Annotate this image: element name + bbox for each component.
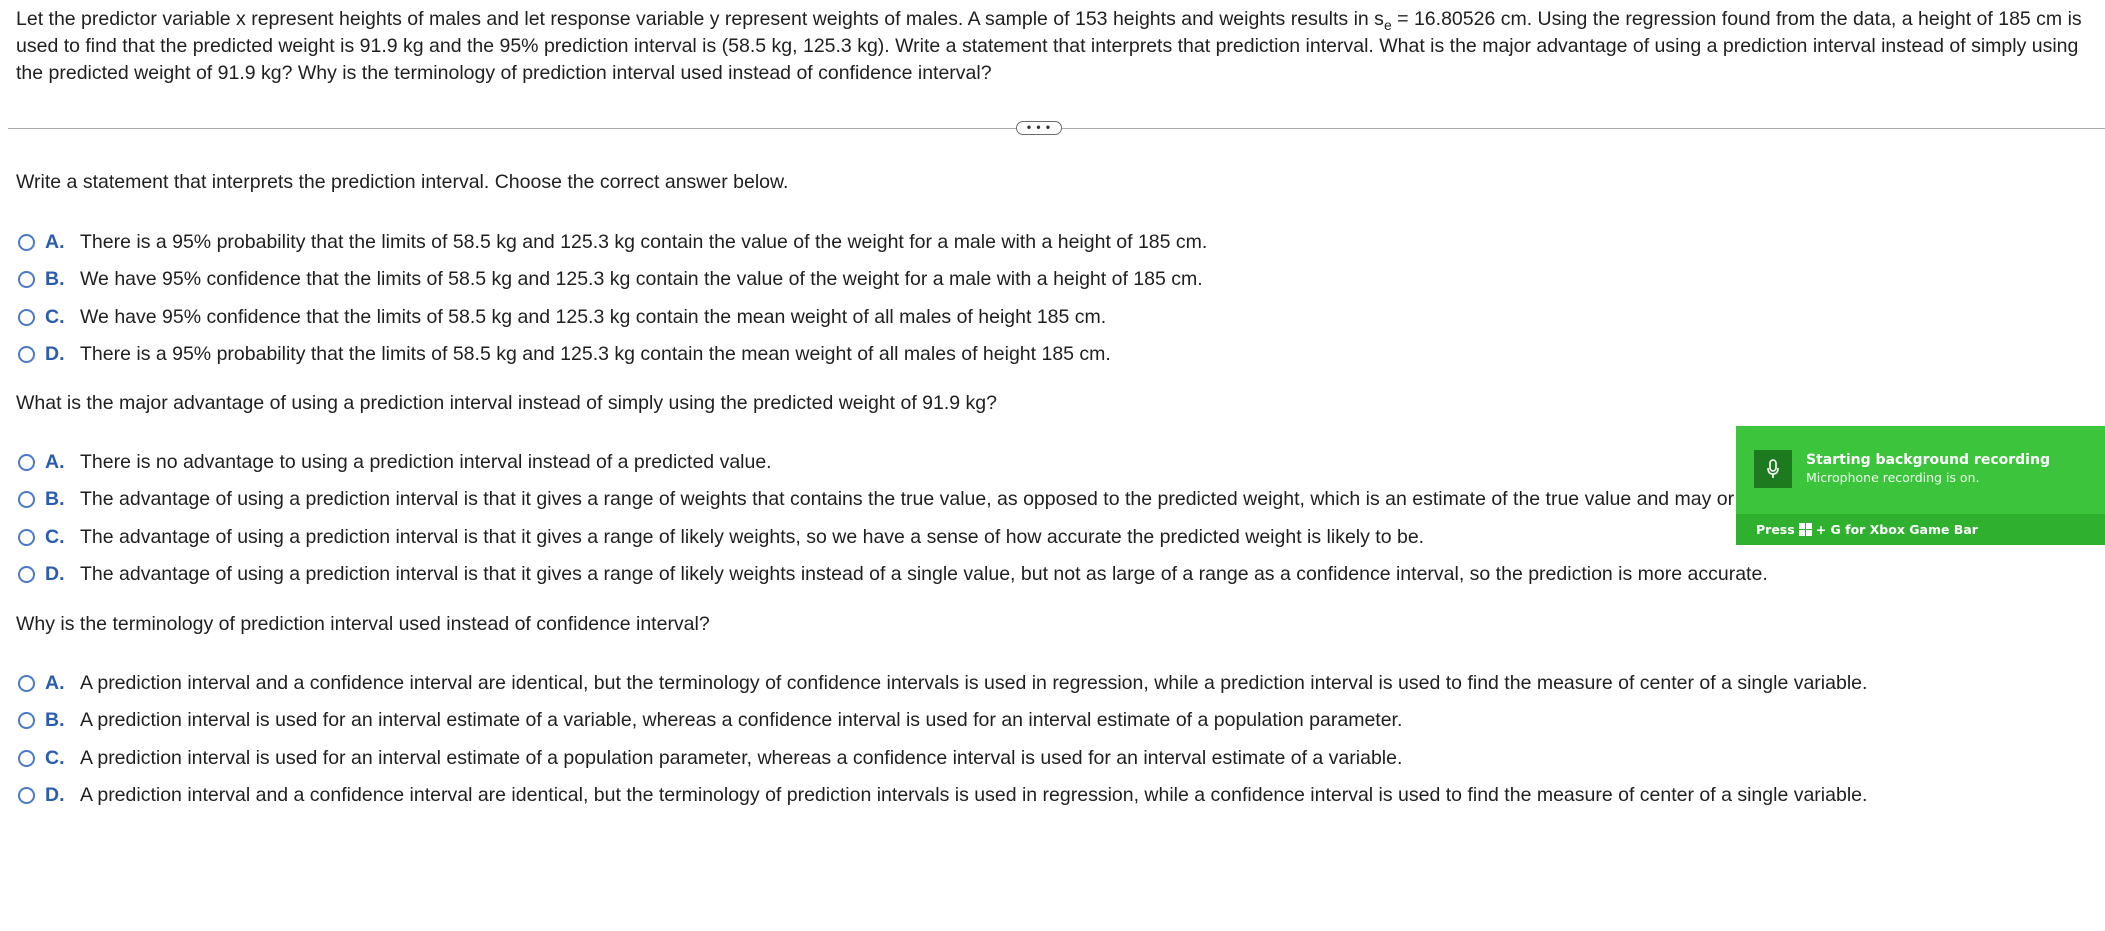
radio-button[interactable] [18, 491, 35, 508]
toast-title: Starting background recording [1806, 452, 2050, 468]
problem-text-part2: = 16.80526 cm. Using the regression found from the data, a height of 185 cm is used to find that the predicted weight is 91.9 kg and the 95% prediction interval is (58.5 kg, 125.3 kg). Write a statement that interprets that prediction interval. What is the major advantage of using a prediction interval instead of simply using the predicted weight of 91.9 kg? Why is the terminology of prediction interval used instead of confidence interval? [16, 8, 2082, 84]
q2-option-d[interactable] [18, 561, 1768, 587]
option-text: A prediction interval and a confidence interval are identical, but the terminology of prediction intervals is used in regression, while a confidence interval is used to find the measure of center of a single variable. [80, 784, 1868, 806]
option-text: A prediction interval is used for an interval estimate of a variable, whereas a confidence interval is used for an interval estimate of a population parameter. [80, 709, 1403, 731]
option-text: The advantage of using a prediction interval is that it gives a range of likely weights instead of a single value, but not as large of a range as a confidence interval, so the prediction is more accurate. [80, 563, 1768, 585]
option-text: A prediction interval and a confidence interval are identical, but the terminology of confidence intervals is used in regression, while a prediction interval is used to find the measure of center of a single variable. [80, 672, 1868, 694]
question-1-prompt: Write a statement that interprets the prediction interval. Choose the correct answer below. [16, 171, 789, 193]
option-letter: D. [45, 563, 65, 585]
problem-statement [16, 6, 2094, 87]
q1-option-a[interactable] [18, 229, 1207, 255]
radio-button[interactable] [18, 529, 35, 546]
option-text: We have 95% confidence that the limits of 58.5 kg and 125.3 kg contain the mean weight of all males of height 185 cm. [80, 306, 1107, 328]
radio-button[interactable] [18, 787, 35, 804]
q1-option-b[interactable] [18, 266, 1203, 292]
question-3-prompt: Why is the terminology of prediction interval used instead of confidence interval? [16, 613, 710, 635]
option-letter: A. [45, 672, 65, 694]
recording-toast[interactable] [1736, 426, 2105, 545]
radio-button[interactable] [18, 566, 35, 583]
radio-button[interactable] [18, 712, 35, 729]
q3-option-a[interactable] [18, 670, 1867, 696]
question-2-prompt: What is the major advantage of using a prediction interval instead of simply using the predicted weight of 91.9 kg? [16, 392, 997, 414]
toast-shortcut-hint [1756, 522, 1978, 537]
radio-button[interactable] [18, 234, 35, 251]
problem-subscript: e [1383, 16, 1392, 33]
q3-option-b[interactable] [18, 707, 1402, 733]
option-letter: A. [45, 451, 65, 473]
option-letter: D. [45, 343, 65, 365]
radio-button[interactable] [18, 675, 35, 692]
option-letter: B. [45, 268, 65, 290]
option-text: The advantage of using a prediction interval is that it gives a range of weights that contains the true value, as opposed to the predicted weight, which is an estimate of the true value and may or [80, 488, 1735, 510]
q2-option-a[interactable] [18, 449, 772, 475]
toast-press-prefix: Press [1756, 522, 1795, 537]
microphone-icon [1754, 450, 1792, 488]
toast-press-suffix: + G for Xbox Game Bar [1815, 522, 1978, 537]
option-text: There is no advantage to using a prediction interval instead of a predicted value. [80, 451, 772, 473]
radio-button[interactable] [18, 346, 35, 363]
option-letter: D. [45, 784, 65, 806]
option-letter: C. [45, 747, 65, 769]
windows-key-icon [1799, 523, 1812, 536]
option-letter: C. [45, 526, 65, 548]
problem-text-part1: Let the predictor variable x represent heights of males and let response variable y represent weights of males. A sample of 153 heights and weights results in s [16, 8, 1384, 30]
option-text: A prediction interval is used for an interval estimate of a population parameter, whereas a confidence interval is used for an interval estimate of a variable. [80, 747, 1403, 769]
option-letter: A. [45, 231, 65, 253]
radio-button[interactable] [18, 454, 35, 471]
q3-option-c[interactable] [18, 745, 1402, 771]
option-text: The advantage of using a prediction interval is that it gives a range of likely weights, so we have a sense of how accurate the predicted weight is likely to be. [80, 526, 1425, 548]
q2-option-c[interactable] [18, 524, 1424, 550]
option-text: There is a 95% probability that the limits of 58.5 kg and 125.3 kg contain the mean weight of all males of height 185 cm. [80, 343, 1111, 365]
option-letter: B. [45, 709, 65, 731]
option-text: We have 95% confidence that the limits of 58.5 kg and 125.3 kg contain the value of the weight for a male with a height of 185 cm. [80, 268, 1203, 290]
radio-button[interactable] [18, 271, 35, 288]
option-letter: B. [45, 488, 65, 510]
expand-button[interactable]: • • • [1016, 121, 1062, 135]
radio-button[interactable] [18, 750, 35, 767]
toast-subtitle: Microphone recording is on. [1806, 470, 1980, 485]
option-text: There is a 95% probability that the limits of 58.5 kg and 125.3 kg contain the value of the weight for a male with a height of 185 cm. [80, 231, 1208, 253]
q1-option-c[interactable] [18, 304, 1106, 330]
toast-footer [1736, 514, 2105, 545]
option-letter: C. [45, 306, 65, 328]
q3-option-d[interactable] [18, 782, 1867, 808]
q2-option-b[interactable] [18, 486, 1734, 512]
radio-button[interactable] [18, 309, 35, 326]
q1-option-d[interactable] [18, 341, 1111, 367]
